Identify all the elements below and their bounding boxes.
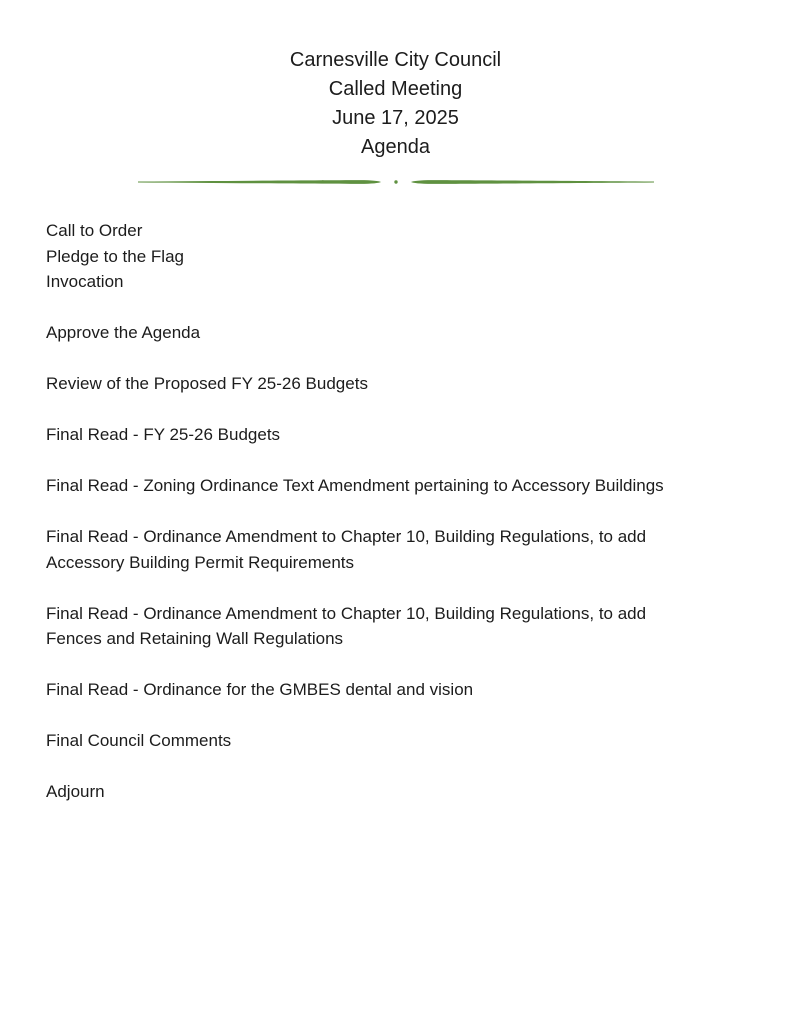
agenda-line: Final Council Comments (46, 731, 232, 750)
agenda-item-final-read-budgets (46, 422, 745, 448)
agenda-body (46, 218, 745, 805)
agenda-line-pledge: Pledge to the Flag (46, 246, 184, 266)
divider-center-dot (394, 180, 397, 183)
agenda-line: Accessory Building Permit Requirements (46, 552, 355, 572)
agenda-line: Fences and Retaining Wall Regulations (46, 629, 344, 648)
title-line-meeting-type: Called Meeting (328, 78, 463, 100)
agenda-line-call-to-order: Call to Order (46, 221, 143, 240)
divider-right-stroke (411, 180, 654, 184)
agenda-line: Final Read - Zoning Ordinance Text Amendment pertaining to Accessory Buildings (46, 476, 664, 495)
agenda-line: Final Read - Ordinance Amendment to Chapter 10, Building Regulations, to add (46, 603, 647, 623)
agenda-item-council-comments (46, 728, 745, 754)
title-line-organization: Carnesville City Council (289, 49, 502, 71)
agenda-line: Final Read - FY 25-26 Budgets (46, 425, 281, 444)
document-header (46, 46, 745, 162)
agenda-line: Final Read - Ordinance Amendment to Chapter 10, Building Regulations, to add (46, 527, 647, 546)
agenda-line-invocation: Invocation (46, 272, 124, 291)
agenda-item-final-read-fences (46, 601, 745, 652)
agenda-item-approve-agenda (46, 320, 745, 346)
agenda-line: Final Read - Ordinance for the GMBES dental and vision (46, 680, 474, 699)
agenda-item-final-read-gmbes (46, 677, 745, 703)
agenda-line: Approve the Agenda (46, 323, 201, 342)
agenda-line: Adjourn (46, 782, 105, 801)
title-line-agenda: Agenda (361, 136, 430, 158)
agenda-item-adjourn (46, 779, 745, 805)
agenda-item-final-read-zoning (46, 473, 745, 499)
agenda-item-opening (46, 218, 745, 295)
divider-left-stroke (138, 180, 381, 184)
decorative-divider (138, 178, 654, 186)
agenda-item-budget-review (46, 371, 745, 397)
agenda-item-final-read-accessory-permits (46, 524, 745, 575)
agenda-line: Review of the Proposed FY 25-26 Budgets (46, 374, 368, 393)
title-line-date: June 17, 2025 (332, 107, 459, 129)
divider-graphic (138, 178, 654, 186)
